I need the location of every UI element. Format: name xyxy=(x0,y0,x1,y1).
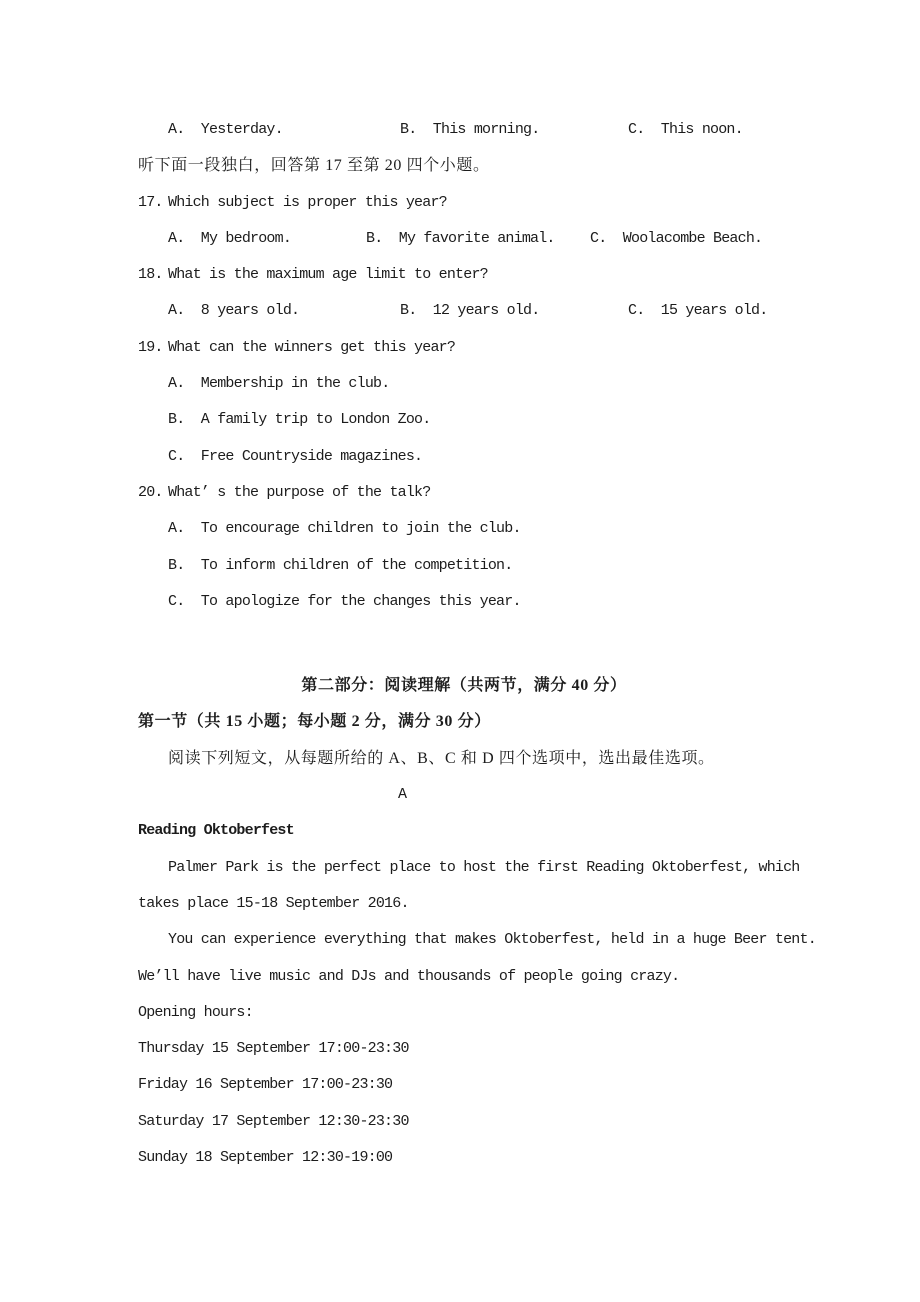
question-18-number: 18. xyxy=(138,266,163,284)
q20-option-a: A. To encourage children to join the club. xyxy=(168,520,521,538)
opening-hours-label: Opening hours: xyxy=(138,1003,253,1021)
part2-heading: 第二部分：阅读理解（共两节，满分 40 分） xyxy=(301,677,627,695)
passage-para2-line2: We’ll have live music and DJs and thousands of people going crazy. xyxy=(138,967,680,985)
passage-para2-line1: You can experience everything that makes Oktoberfest, held in a huge Beer tent. xyxy=(168,931,816,949)
q16-option-a: A. Yesterday. xyxy=(168,121,283,138)
question-19-number: 19. xyxy=(138,338,163,356)
section1-heading: 第一节（共 15 小题；每小题 2 分，满分 30 分） xyxy=(138,713,491,731)
opening-hours-thursday: Thursday 15 September 17:00-23:30 xyxy=(138,1040,409,1058)
q17-options-row xyxy=(138,221,790,257)
q16-option-c: C. This noon. xyxy=(628,121,743,138)
reading-instructions: 阅读下列短文，从每题所给的 A、B、C 和 D 四个选项中，选出最佳选项。 xyxy=(168,749,715,767)
opening-hours-sunday: Sunday 18 September 12:30-19:00 xyxy=(138,1149,393,1167)
question-18 xyxy=(138,257,790,293)
q17-option-c: C. Woolacombe Beach. xyxy=(590,229,763,247)
question-20 xyxy=(138,475,790,511)
q18-options-row xyxy=(138,293,790,329)
q18-option-b: B. 12 years old. xyxy=(400,302,540,320)
q16-options-row xyxy=(138,112,790,148)
question-17 xyxy=(138,185,790,221)
q19-option-a: A. Membership in the club. xyxy=(168,375,390,393)
question-17-text: Which subject is proper this year? xyxy=(168,193,447,211)
q20-option-c: C. To apologize for the changes this year. xyxy=(168,592,521,610)
q18-option-c: C. 15 years old. xyxy=(628,302,768,320)
question-20-number: 20. xyxy=(138,483,163,501)
section-break-spacer xyxy=(138,620,790,668)
monologue-intro: 听下面一段独白，回答第 17 至第 20 四个小题。 xyxy=(138,157,490,175)
q20-option-b: B. To inform children of the competition. xyxy=(168,556,513,574)
q19-option-b: B. A family trip to London Zoo. xyxy=(168,411,431,429)
passage-para1-line1: Palmer Park is the perfect place to host the first Reading Oktoberfest, which xyxy=(168,858,800,876)
passage-a-label: A xyxy=(398,786,407,804)
question-18-text: What is the maximum age limit to enter? xyxy=(168,266,488,284)
q17-option-b: B. My favorite animal. xyxy=(366,229,555,247)
question-17-number: 17. xyxy=(138,193,163,211)
q16-option-b: B. This morning. xyxy=(400,121,540,138)
question-19 xyxy=(138,330,790,366)
q17-option-a: A. My bedroom. xyxy=(168,229,292,247)
passage-para1-line2: takes place 15-18 September 2016. xyxy=(138,894,409,912)
question-20-text: What’ s the purpose of the talk? xyxy=(168,483,431,501)
passage-title: Reading Oktoberfest xyxy=(138,822,294,840)
question-19-text: What can the winners get this year? xyxy=(168,338,456,356)
opening-hours-saturday: Saturday 17 September 12:30-23:30 xyxy=(138,1112,409,1130)
opening-hours-friday: Friday 16 September 17:00-23:30 xyxy=(138,1076,393,1094)
q18-option-a: A. 8 years old. xyxy=(168,302,300,320)
q19-option-c: C. Free Countryside magazines. xyxy=(168,447,423,465)
